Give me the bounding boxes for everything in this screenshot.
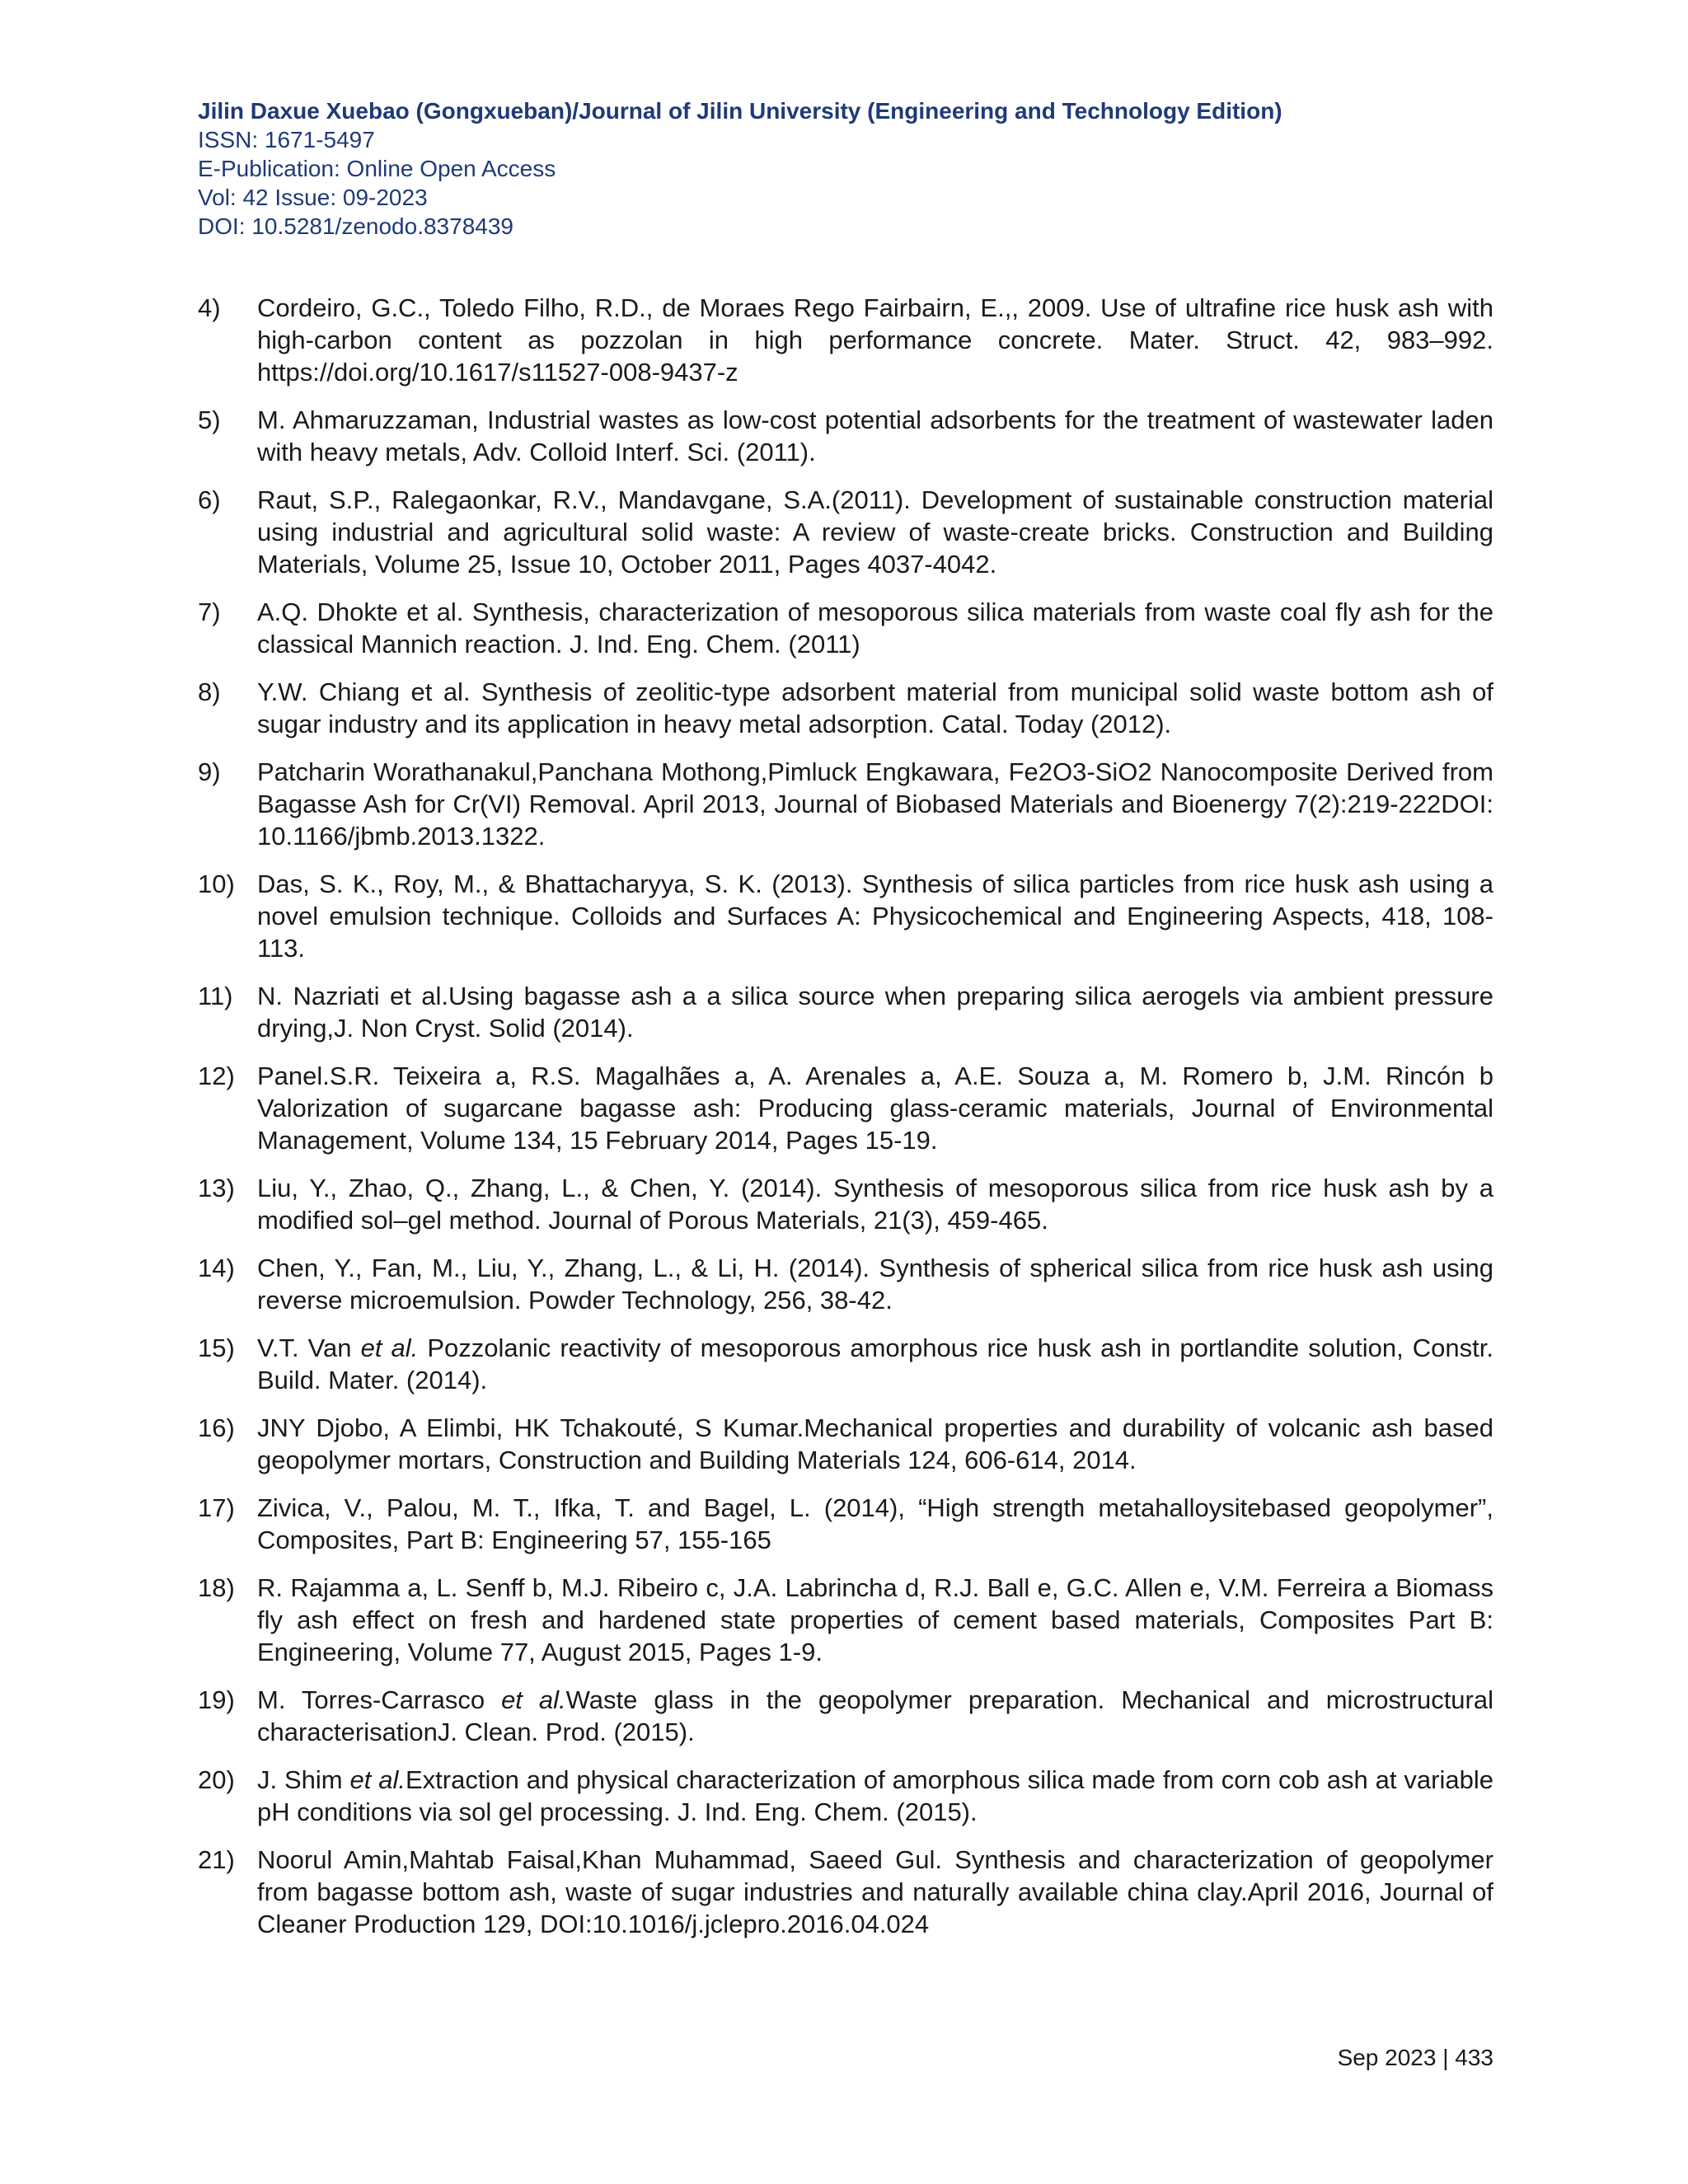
reference-item — [198, 292, 1493, 388]
reference-number: 12) — [198, 1062, 235, 1090]
reference-number: 8) — [198, 677, 221, 706]
volume-line: Vol: 42 Issue: 09-2023 — [198, 185, 428, 210]
reference-number: 13) — [198, 1174, 235, 1202]
reference-item — [198, 1684, 1493, 1748]
reference-text: Panel.S.R. Teixeira a, R.S. Magalhães a, A. Arenales a, A.E. Souza a, M. Romero b, J.M. Rincón b Valorization of sugarcane bagasse ash: Producing glass-ceramic materials, Journal of Environmental Management, Volume 134, 15 February 2014, Pages 15-19. — [257, 1062, 1493, 1155]
reference-text: Noorul Amin,Mahtab Faisal,Khan Muhammad, Saeed Gul. Synthesis and characterization of geopolymer from bagasse bottom ash, waste of sugar industries and naturally available china clay.April 2016, Journal of Cleaner Production 129, DOI:10.1016/j.jclepro.2016.04.024 — [257, 1845, 1493, 1938]
reference-body: Pozzolanic reactivity of mesoporous amorphous rice husk ash in portlandite solution, Constr. Build. Mater. (2014). — [257, 1333, 1494, 1394]
reference-item — [198, 1332, 1493, 1396]
reference-text: Chen, Y., Fan, M., Liu, Y., Zhang, L., & Li, H. (2014). Synthesis of spherical silica from rice husk ash using reverse microemulsion. Powder Technology, 256, 38-42. — [257, 1254, 1493, 1315]
doi-line: DOI: 10.5281/zenodo.8378439 — [198, 213, 513, 239]
reference-text: Das, S. K., Roy, M., & Bhattacharyya, S. K. (2013). Synthesis of silica particles from rice husk ash using a novel emulsion technique. Colloids and Surfaces A: Physicochemical and Engineering Aspects, 418, 108-113. — [257, 869, 1493, 963]
reference-number: 14) — [198, 1254, 235, 1282]
reference-text: JNY Djobo, A Elimbi, HK Tchakouté, S Kumar.Mechanical properties and durability of volcanic ash based geopolymer mortars, Construction and Building Materials 124, 606-614, 2014. — [257, 1413, 1493, 1474]
reference-authors: V.T. Van — [257, 1333, 361, 1362]
reference-text: Patcharin Worathanakul,Panchana Mothong,Pimluck Engkawara, Fe2O3-SiO2 Nanocomposite Derived from Bagasse Ash for Cr(VI) Removal. April 2013, Journal of Biobased Materials and Bioenergy 7(2):219-222DOI: 10.1166/jbmb.2013.1322. — [257, 757, 1493, 851]
reference-item — [198, 484, 1493, 580]
reference-text: N. Nazriati et al.Using bagasse ash a a silica source when preparing silica aerogels via ambient pressure drying,J. Non Cryst. Solid (2014). — [257, 982, 1493, 1043]
reference-authors: M. Torres-Carrasco — [257, 1685, 502, 1714]
reference-item — [198, 868, 1493, 964]
reference-number: 11) — [198, 982, 233, 1010]
reference-text: A.Q. Dhokte et al. Synthesis, characterization of mesoporous silica materials from waste coal fly ash for the classical Mannich reaction. J. Ind. Eng. Chem. (2011) — [257, 598, 1493, 658]
journal-header — [198, 96, 1484, 241]
reference-item — [198, 596, 1493, 660]
issn-line: ISSN: 1671-5497 — [198, 127, 375, 152]
page-footer: Sep 2023 | 433 — [1337, 2045, 1493, 2070]
reference-item — [198, 1172, 1493, 1236]
reference-item — [198, 1492, 1493, 1556]
reference-item — [198, 1412, 1493, 1476]
reference-number: 15) — [198, 1333, 235, 1362]
reference-item — [198, 1252, 1493, 1316]
reference-text: Raut, S.P., Ralegaonkar, R.V., Mandavgane, S.A.(2011). Development of sustainable construction material using industrial and agricultural solid waste: A review of waste-create bricks. Construction and Building Materials, Volume 25, Issue 10, October 2011, Pages 4037-4042. — [257, 485, 1493, 579]
reference-authors: J. Shim — [257, 1765, 350, 1794]
reference-item — [198, 980, 1493, 1044]
reference-text: Zivica, V., Palou, M. T., Ifka, T. and Bagel, L. (2014), “High strength metahalloysitebased geopolymer”, Composites, Part B: Engineering 57, 155-165 — [257, 1493, 1493, 1554]
et-al-italic: et al. — [360, 1333, 419, 1362]
reference-number: 9) — [198, 757, 221, 786]
reference-number: 20) — [198, 1765, 235, 1794]
journal-title: Jilin Daxue Xuebao (Gongxueban)/Journal of Jilin University (Engineering and Technology Edition) — [198, 98, 1282, 124]
reference-number: 6) — [198, 485, 221, 514]
reference-number: 17) — [198, 1493, 235, 1522]
reference-text: Cordeiro, G.C., Toledo Filho, R.D., de Moraes Rego Fairbairn, E.,, 2009. Use of ultrafine rice husk ash with high-carbon content as pozzolan in high performance concrete. Mater. Struct. 42, 983–992. https://doi.org/10.1617/s11527-008-9437-z — [257, 293, 1493, 387]
reference-item — [198, 1844, 1493, 1940]
reference-text: Y.W. Chiang et al. Synthesis of zeolitic-type adsorbent material from municipal solid waste bottom ash of sugar industry and its application in heavy metal adsorption. Catal. Today (2012). — [257, 677, 1493, 738]
reference-number: 19) — [198, 1685, 235, 1714]
reference-item — [198, 756, 1493, 852]
reference-text: R. Rajamma a, L. Senff b, M.J. Ribeiro c, J.A. Labrincha d, R.J. Ball e, G.C. Allen e, V.M. Ferreira a Biomass fly ash effect on fresh and hardened state properties of cement based materials, Composites Part B: Engineering, Volume 77, August 2015, Pages 1-9. — [257, 1573, 1493, 1666]
publication-line: E-Publication: Online Open Access — [198, 156, 556, 181]
reference-body: Extraction and physical characterization of amorphous silica made from corn cob ash at variable pH conditions via sol gel processing. J. Ind. Eng. Chem. (2015). — [257, 1765, 1493, 1826]
reference-item — [198, 404, 1493, 468]
reference-text — [257, 1332, 1493, 1396]
reference-number: 4) — [198, 293, 221, 322]
reference-number: 5) — [198, 405, 221, 434]
et-al-italic: et al. — [349, 1765, 406, 1794]
reference-number: 10) — [198, 869, 235, 898]
reference-list — [198, 292, 1493, 1956]
reference-number: 18) — [198, 1573, 235, 1602]
reference-item — [198, 1060, 1493, 1156]
reference-body: Waste glass in the geopolymer preparation. Mechanical and microstructural characterisationJ. Clean. Prod. (2015). — [257, 1685, 1493, 1746]
reference-number: 16) — [198, 1413, 235, 1442]
et-al-italic: et al. — [501, 1685, 566, 1714]
reference-item — [198, 1764, 1493, 1828]
reference-text — [257, 1764, 1493, 1828]
reference-item — [198, 676, 1493, 740]
reference-number: 7) — [198, 598, 221, 626]
reference-text: Liu, Y., Zhao, Q., Zhang, L., & Chen, Y. (2014). Synthesis of mesoporous silica from rice husk ash by a modified sol–gel method. Journal of Porous Materials, 21(3), 459-465. — [257, 1174, 1493, 1235]
reference-text — [257, 1684, 1493, 1748]
reference-number: 21) — [198, 1845, 235, 1874]
reference-text: M. Ahmaruzzaman, Industrial wastes as low-cost potential adsorbents for the treatment of wastewater laden with heavy metals, Adv. Colloid Interf. Sci. (2011). — [257, 405, 1493, 466]
reference-item — [198, 1572, 1493, 1668]
